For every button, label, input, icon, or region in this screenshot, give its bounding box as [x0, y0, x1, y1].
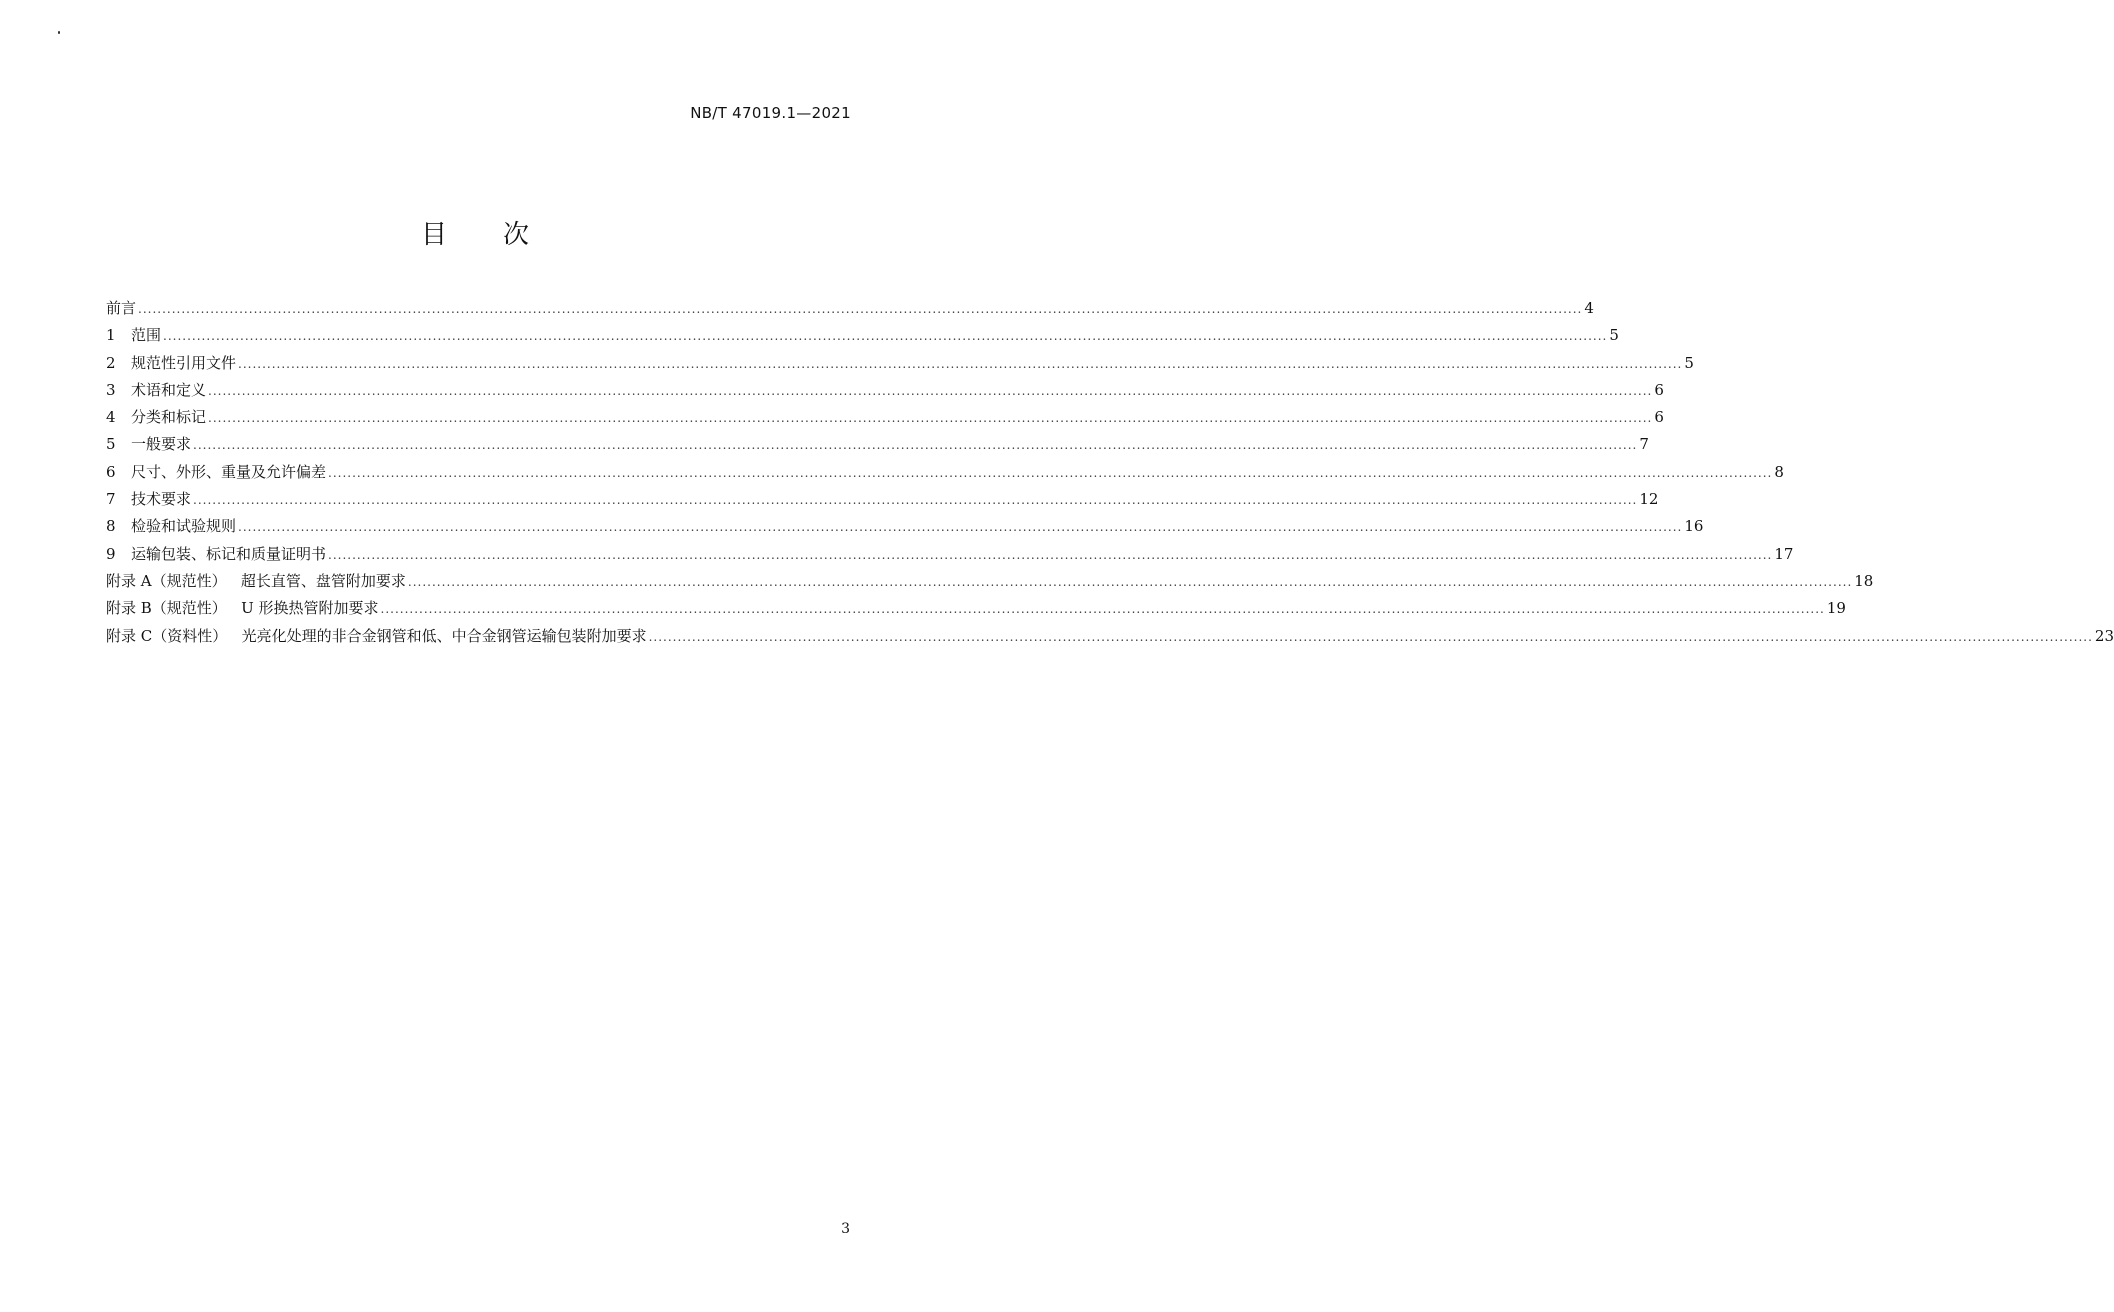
toc-section-number: 3 [106, 380, 116, 399]
toc-section-number: 2 [106, 353, 116, 372]
toc-section-number: 9 [106, 544, 116, 563]
toc-entry-label: 检验和试验规则 [131, 517, 237, 536]
toc-page-number: 6 [1654, 380, 1664, 399]
toc-section-number: 8 [106, 517, 116, 536]
toc-page-number: 7 [1639, 435, 1649, 454]
scan-speck [58, 31, 60, 34]
toc-leader-dots: ............................................................................................................................................................................................................................................................................................................ [163, 329, 1608, 344]
toc-leader-dots: ............................................................................................................................................................................................................................................................................................................ [238, 520, 1683, 535]
toc-entry-annex-b[interactable] [106, 595, 1846, 622]
toc-entry-5[interactable] [106, 431, 1649, 458]
toc-entry-label: 光亮化处理的非合金钢管和低、中合金钢管运输包装附加要求 [241, 626, 647, 645]
toc-leader-dots: ............................................................................................................................................................................................................................................................................................................ [380, 602, 1825, 617]
toc-entry-annex-c[interactable] [106, 623, 2114, 650]
toc-entry-label: 运输包装、标记和质量证明书 [131, 544, 327, 563]
toc-leader-dots: ............................................................................................................................................................................................................................................................................................................ [238, 356, 1683, 371]
toc-annex-prefix: 附录 B（规范性） [106, 599, 242, 618]
toc-page-number: 18 [1854, 571, 1874, 590]
toc-entry-label: 分类和标记 [131, 408, 207, 427]
toc-leader-dots: ............................................................................................................................................................................................................................................................................................................ [193, 493, 1638, 508]
toc-entry-preface[interactable] [106, 295, 1594, 322]
toc-leader-dots: ............................................................................................................................................................................................................................................................................................................ [138, 302, 1583, 316]
toc-entry-6[interactable] [106, 459, 1784, 486]
toc-entry-8[interactable] [106, 513, 1704, 540]
toc-entry-4[interactable] [106, 404, 1664, 431]
toc-section-number: 5 [106, 435, 116, 454]
toc-entry-2[interactable] [106, 350, 1694, 377]
toc-entry-label: 一般要求 [131, 435, 192, 454]
table-of-contents [106, 295, 2114, 650]
toc-section-number: 1 [106, 326, 116, 345]
toc-page-number: 19 [1826, 599, 1846, 618]
toc-leader-dots: ............................................................................................................................................................................................................................................................................................................ [208, 411, 1653, 426]
toc-entry-label: 技术要求 [131, 490, 192, 509]
standard-number: NB/T 47019.1—2021 [690, 104, 851, 122]
toc-leader-dots: ............................................................................................................................................................................................................................................................................................................ [208, 383, 1653, 398]
toc-page-number: 23 [2094, 626, 2114, 645]
toc-page-number: 8 [1774, 462, 1784, 481]
toc-page-number: 4 [1584, 299, 1594, 317]
toc-entry-label: 规范性引用文件 [131, 353, 237, 372]
toc-entry-1[interactable] [106, 322, 1619, 349]
toc-entry-9[interactable] [106, 541, 1794, 568]
toc-leader-dots: ............................................................................................................................................................................................................................................................................................................ [407, 574, 1853, 589]
toc-page-number: 5 [1684, 353, 1694, 372]
toc-entry-label: U 形换热管附加要求 [241, 599, 379, 618]
title-char: 目 [420, 220, 447, 250]
toc-section-number: 6 [106, 462, 116, 481]
toc-entry-label: 术语和定义 [131, 380, 207, 399]
toc-page-number: 5 [1609, 326, 1619, 345]
toc-annex-prefix: 附录 C（资料性） [106, 626, 242, 645]
toc-annex-prefix: 附录 A（规范性） [106, 571, 241, 590]
page-number: 3 [841, 1221, 850, 1237]
toc-entry-label: 前言 [106, 299, 137, 317]
toc-entry-annex-a[interactable] [106, 568, 1874, 595]
toc-section-number: 7 [106, 490, 116, 509]
title-char: 次 [503, 220, 530, 250]
toc-entry-label: 尺寸、外形、重量及允许偏差 [131, 462, 327, 481]
toc-leader-dots: ............................................................................................................................................................................................................................................................................................................ [193, 438, 1638, 453]
toc-page-number: 17 [1774, 544, 1794, 563]
toc-leader-dots: ............................................................................................................................................................................................................................................................................................................ [648, 629, 2093, 644]
toc-page-number: 16 [1684, 517, 1704, 536]
page-title [0, 214, 950, 251]
toc-entry-3[interactable] [106, 377, 1664, 404]
toc-entry-7[interactable] [106, 486, 1659, 513]
toc-entry-label: 超长直管、盘管附加要求 [240, 571, 406, 590]
toc-leader-dots: ............................................................................................................................................................................................................................................................................................................ [328, 547, 1773, 562]
toc-page-number: 6 [1654, 408, 1664, 427]
toc-section-number: 4 [106, 408, 116, 427]
toc-page-number: 12 [1639, 490, 1659, 509]
toc-leader-dots: ............................................................................................................................................................................................................................................................................................................ [328, 465, 1773, 480]
toc-entry-label: 范围 [131, 326, 162, 345]
